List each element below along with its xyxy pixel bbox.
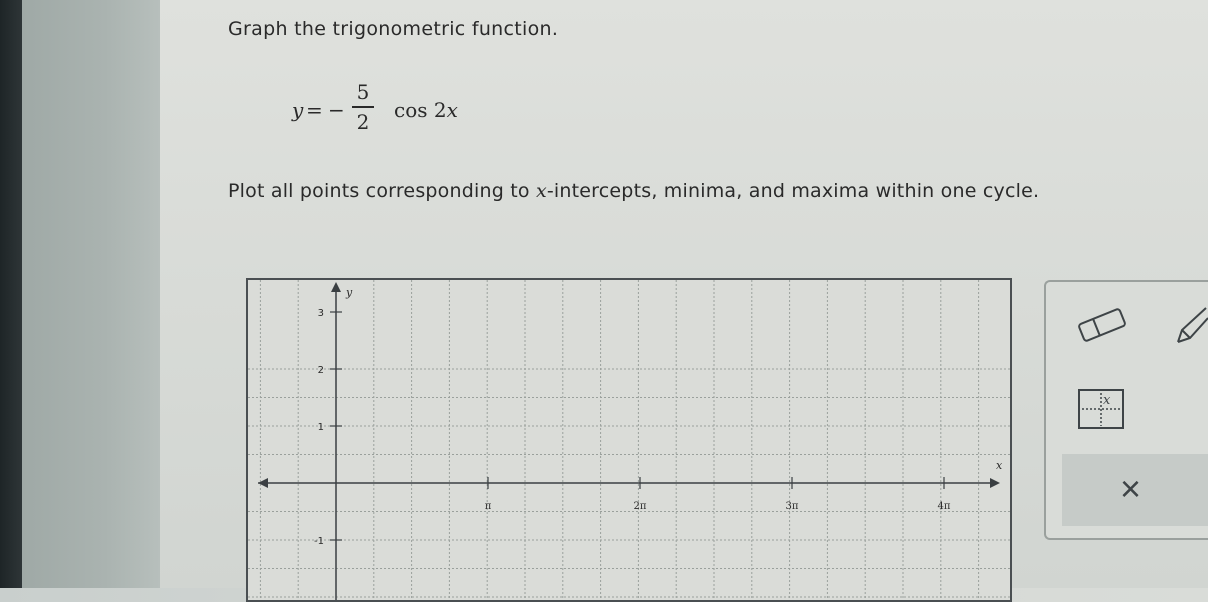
x-tick-label: 3π (785, 501, 799, 512)
graph-settings-tool[interactable] (1076, 388, 1126, 432)
pencil-tool[interactable] (1172, 306, 1208, 346)
window-edge (0, 0, 22, 588)
left-sidebar (22, 0, 160, 588)
clear-button[interactable] (1062, 454, 1208, 526)
x-tick-label: 2π (633, 501, 647, 512)
x-tick-label: 4π (937, 501, 951, 512)
equation-fraction (352, 80, 374, 134)
x-axis-arrow-left (258, 478, 268, 488)
equation-var: x (446, 98, 458, 122)
y-tick-label: 3 (317, 308, 324, 319)
instruction-post: -intercepts, minima, and maxima within one cycle. (546, 180, 1040, 202)
fraction-bar (352, 106, 374, 108)
question-prompt: Graph the trigonometric function. (228, 18, 559, 40)
y-tick-label: -1 (314, 536, 324, 547)
pencil-icon (1172, 306, 1208, 346)
graph-canvas[interactable] (248, 280, 1010, 600)
y-axis-arrow-up (331, 282, 341, 292)
y-tick-label: 2 (317, 365, 324, 376)
svg-text:x: x (1103, 393, 1111, 408)
equation-func: cos 2 (394, 98, 447, 122)
x-axis-label: x (996, 459, 1003, 472)
y-axis-label: y (346, 286, 353, 299)
y-tick-label: 1 (317, 422, 324, 433)
eraser-tool[interactable] (1074, 306, 1130, 344)
instruction-text (228, 180, 1039, 202)
graph-grid-icon (1076, 388, 1126, 432)
eraser-icon (1074, 306, 1130, 344)
clear-label: × (1120, 468, 1142, 509)
instruction-pre: Plot all points corresponding to (228, 180, 536, 202)
graph-area[interactable] (246, 278, 1012, 602)
x-axis-arrow-right (990, 478, 1000, 488)
x-tick-label: π (484, 501, 492, 512)
instruction-var: x (535, 180, 547, 202)
fraction-numerator: 5 (356, 80, 370, 104)
equation-rhs (394, 98, 458, 122)
fraction-denominator: 2 (356, 110, 370, 134)
equation-sign: − (328, 98, 345, 122)
equation-lhs: y (292, 98, 304, 122)
equation-equals: = (306, 98, 323, 122)
